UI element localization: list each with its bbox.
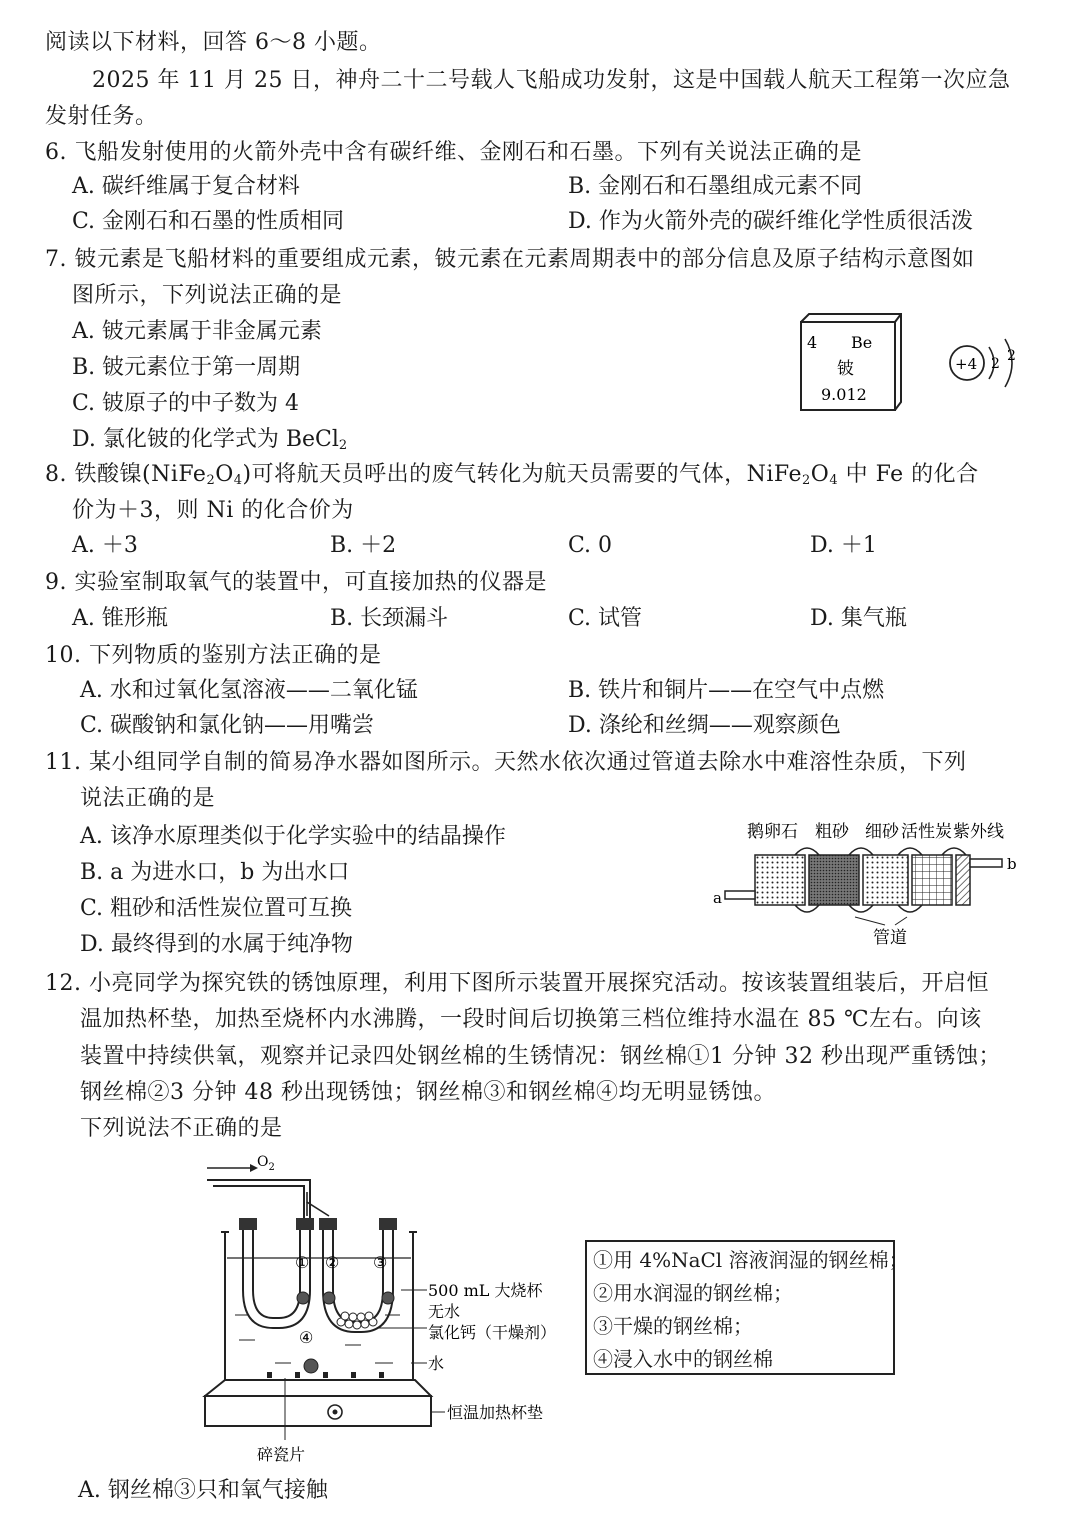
section-pebbles bbox=[755, 855, 805, 905]
label-a: a bbox=[713, 889, 722, 907]
q8-option-a: A. ＋3 bbox=[72, 533, 138, 558]
q11-option-a: A. 该净水原理类似于化学实验中的结晶操作 bbox=[80, 824, 506, 849]
q11-stem-line2: 说法正确的是 bbox=[80, 786, 216, 811]
label-heating-pad: 恒温加热杯垫 bbox=[447, 1403, 544, 1422]
intro-material-line1: 2025 年 11 月 25 日，神舟二十二号载人飞船成功发射，这是中国载人航天工程第一次应急 bbox=[92, 68, 1011, 93]
legend-item-3: ③干燥的钢丝棉； bbox=[593, 1314, 753, 1338]
q11-option-c: C. 粗砂和活性炭位置可互换 bbox=[80, 896, 353, 921]
q9-option-c: C. 试管 bbox=[568, 606, 643, 631]
label-wool-2: ② bbox=[325, 1253, 340, 1272]
element-atomic-mass: 9.012 bbox=[821, 385, 867, 404]
legend-item-1: ①用 4%NaCl 溶液润湿的钢丝棉； bbox=[593, 1248, 909, 1272]
q10-option-a: A. 水和过氧化氢溶液——二氧化锰 bbox=[80, 678, 418, 703]
label-wool-1: ① bbox=[295, 1253, 310, 1272]
label-wool-3: ③ bbox=[373, 1253, 388, 1272]
q10-option-c: C. 碳酸钠和氯化钠——用嘴尝 bbox=[80, 713, 375, 738]
q6-option-c: C. 金刚石和石墨的性质相同 bbox=[72, 209, 345, 234]
legend-item-2: ②用水润湿的钢丝棉； bbox=[593, 1281, 793, 1305]
q8-stem-line1: 8. 铁酸镍$(NiFe_2O_4)$可将航天员呼出的废气转化为航天员需要的气体，$NiFe_2O_4$ 中 Fe 的化合 bbox=[45, 462, 979, 488]
label-water: 水 bbox=[428, 1354, 445, 1373]
q6-option-d: D. 作为火箭外壳的碳纤维化学性质很活泼 bbox=[568, 209, 973, 234]
element-card-figure bbox=[795, 312, 905, 412]
label-uv: 紫外线 bbox=[953, 822, 1004, 842]
q9-option-a: A. 锥形瓶 bbox=[72, 606, 168, 631]
q6-option-b: B. 金刚石和石墨组成元素不同 bbox=[568, 174, 863, 199]
atom-nucleus-charge: +4 bbox=[955, 355, 978, 373]
label-pipe: 管道 bbox=[873, 928, 907, 945]
label-coarse-sand: 粗砂 bbox=[815, 822, 849, 842]
q11-option-d: D. 最终得到的水属于纯净物 bbox=[80, 932, 353, 957]
section-uv bbox=[956, 855, 970, 905]
label-fine-sand: 细砂 bbox=[865, 822, 899, 842]
q12-line4: 钢丝棉②3 分钟 48 秒出现锈蚀；钢丝棉③和钢丝棉④均无明显锈蚀。 bbox=[80, 1080, 776, 1105]
legend-item-4: ④浸入水中的钢丝棉 bbox=[593, 1347, 773, 1371]
water-purifier-figure bbox=[705, 815, 1025, 945]
q10-stem: 10. 下列物质的鉴别方法正确的是 bbox=[45, 643, 382, 668]
intro-lead: 阅读以下材料，回答 6～8 小题。 bbox=[45, 30, 382, 55]
q6-option-a: A. 碳纤维属于复合材料 bbox=[72, 174, 300, 199]
q12-line1: 12. 小亮同学为探究铁的锈蚀原理，利用下图所示装置开展探究活动。按该装置组装后，开启恒 bbox=[45, 971, 989, 996]
q7-option-d: D. 氯化铍的化学式为 BeCl$_2$ bbox=[72, 427, 348, 453]
q12-line5: 下列说法不正确的是 bbox=[80, 1116, 283, 1141]
label-wool-4: ④ bbox=[299, 1328, 314, 1347]
q11-option-b: B. a 为进水口，b 为出水口 bbox=[80, 860, 350, 885]
q7-option-c: C. 铍原子的中子数为 4 bbox=[72, 391, 300, 416]
q8-option-b: B. ＋2 bbox=[330, 533, 397, 558]
q7-option-a: A. 铍元素属于非金属元素 bbox=[72, 319, 322, 344]
atom-shell1-electrons: 2 bbox=[991, 356, 1000, 372]
q9-option-b: B. 长颈漏斗 bbox=[330, 606, 449, 631]
steel-wool-3 bbox=[382, 1292, 394, 1304]
label-activated-carbon: 活性炭 bbox=[901, 822, 952, 842]
q9-stem: 9. 实验室制取氧气的装置中，可直接加热的仪器是 bbox=[45, 570, 547, 595]
q12-line3: 装置中持续供氧，观察并记录四处钢丝棉的生锈情况：钢丝棉①1 分钟 32 秒出现严重锈蚀； bbox=[80, 1044, 1001, 1069]
section-fine-sand bbox=[863, 855, 908, 905]
q12-option-a: A. 钢丝棉③只和氧气接触 bbox=[78, 1478, 328, 1503]
label-porcelain-chips: 碎瓷片 bbox=[257, 1445, 306, 1464]
q10-option-b: B. 铁片和铜片——在空气中点燃 bbox=[568, 678, 885, 703]
atom-structure-figure bbox=[945, 335, 1035, 395]
q12-legend-box bbox=[585, 1240, 909, 1375]
steel-wool-1 bbox=[297, 1292, 309, 1304]
label-o2: $O_2$ bbox=[257, 1154, 275, 1173]
rust-experiment-figure bbox=[195, 1150, 575, 1470]
element-name: 铍 bbox=[837, 359, 854, 379]
label-pebbles: 鹅卵石 bbox=[747, 822, 798, 842]
q8-option-d: D. ＋1 bbox=[810, 533, 877, 558]
q7-option-b: B. 铍元素位于第一周期 bbox=[72, 355, 301, 380]
q11-stem-line1: 11. 某小组同学自制的简易净水器如图所示。天然水依次通过管道去除水中难溶性杂质，下列 bbox=[45, 750, 967, 775]
element-symbol: Be bbox=[851, 333, 873, 352]
steel-wool-2 bbox=[323, 1292, 335, 1304]
steel-wool-4 bbox=[304, 1359, 318, 1373]
section-carbon bbox=[912, 855, 952, 905]
intro-material-line2: 发射任务。 bbox=[45, 104, 158, 129]
q9-option-d: D. 集气瓶 bbox=[810, 606, 907, 631]
label-b: b bbox=[1007, 855, 1017, 873]
q7-stem-line1: 7. 铍元素是飞船材料的重要组成元素，铍元素在元素周期表中的部分信息及原子结构示意图如 bbox=[45, 247, 975, 272]
label-cacl-line1: 无水 bbox=[428, 1302, 461, 1321]
q6-stem: 6. 飞船发射使用的火箭外壳中含有碳纤维、金刚石和石墨。下列有关说法正确的是 bbox=[45, 140, 862, 165]
label-cacl-line2: 氯化钙（干燥剂） bbox=[428, 1323, 557, 1342]
q8-stem-line2: 价为＋3，则 Ni 的化合价为 bbox=[72, 498, 354, 523]
q12-line2: 温加热杯垫，加热至烧杯内水沸腾，一段时间后切换第三档位维持水温在 85 ℃左右。向该 bbox=[80, 1007, 982, 1032]
section-coarse-sand bbox=[809, 855, 859, 905]
atom-shell2-electrons: 2 bbox=[1007, 348, 1016, 364]
q10-option-d: D. 涤纶和丝绸——观察颜色 bbox=[568, 713, 841, 738]
q8-option-c: C. 0 bbox=[568, 533, 613, 558]
element-atomic-number: 4 bbox=[807, 333, 818, 352]
q7-stem-line2: 图所示，下列说法正确的是 bbox=[72, 283, 343, 308]
label-beaker: 500 mL 大烧杯 bbox=[428, 1281, 543, 1300]
